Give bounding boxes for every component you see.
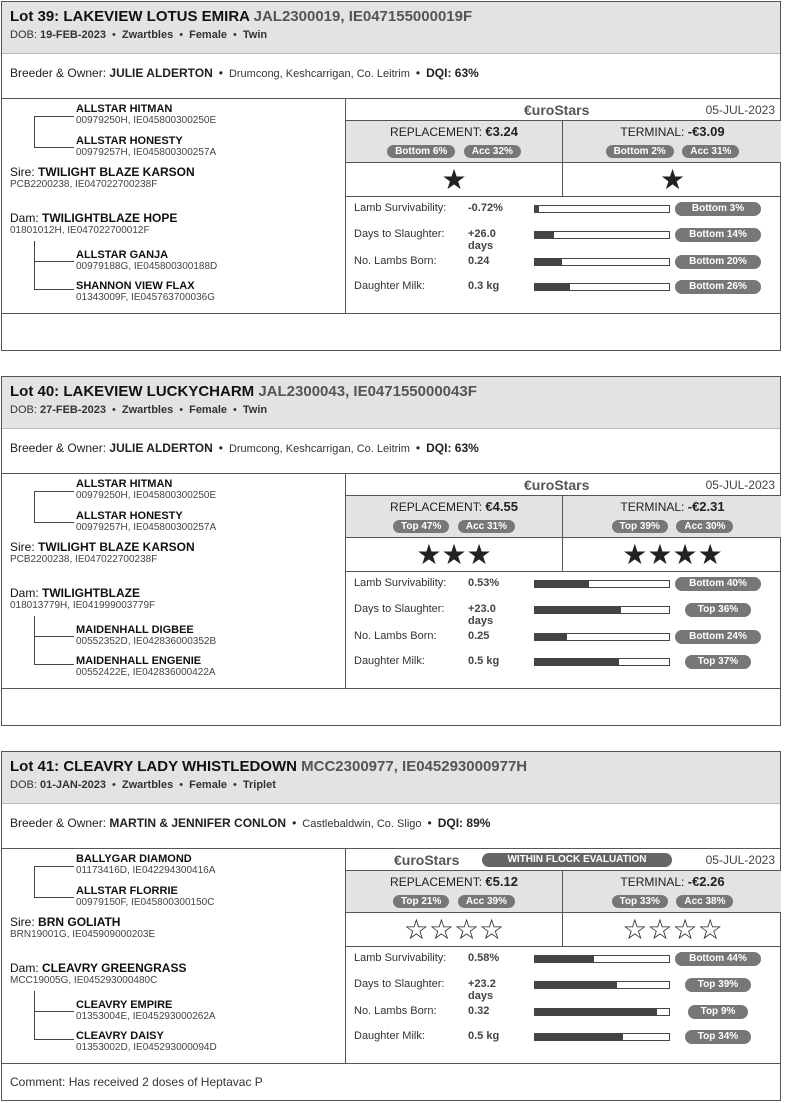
dam-sire: MAIDENHALL DIGBEE 00552352D, IE042836000352B bbox=[76, 624, 217, 647]
dob-value: 01-JAN-2023 bbox=[39, 779, 107, 791]
lot-card-1 bbox=[1, 376, 781, 726]
replacement-index: REPLACEMENT: €5.12 Top 21% Acc 39% bbox=[346, 871, 563, 913]
trait-label: Days to Slaughter: bbox=[354, 228, 445, 240]
terminal-index: TERMINAL: -€3.09 Bottom 2% Acc 31% bbox=[564, 121, 781, 163]
trait-bar bbox=[534, 258, 670, 266]
trait-rank-pill: Bottom 3% bbox=[675, 202, 761, 216]
trait-bar-fill bbox=[535, 206, 539, 212]
trait-rank-pill: Bottom 14% bbox=[675, 228, 761, 242]
pedigree bbox=[2, 99, 346, 313]
terminal-value: -€2.26 bbox=[687, 874, 725, 889]
eurostars-panel bbox=[346, 849, 781, 1063]
dam-sire: CLEAVRY EMPIRE 01353004E, IE045293000262A bbox=[76, 999, 216, 1022]
trait-row bbox=[346, 277, 781, 297]
replacement-value: €3.24 bbox=[485, 124, 518, 139]
eurostars-logo: €uroStars bbox=[394, 852, 460, 868]
dqi-label: DQI: bbox=[426, 441, 452, 455]
trait-rank-pill: Bottom 24% bbox=[675, 630, 761, 644]
trait-value: 0.32 bbox=[468, 1005, 490, 1017]
lot-card-2 bbox=[1, 751, 781, 1101]
eurostars-header bbox=[346, 474, 781, 496]
lot-number: Lot 40: bbox=[10, 383, 60, 400]
replacement-accuracy-pill: Acc 31% bbox=[458, 520, 515, 533]
trait-row bbox=[346, 1002, 781, 1022]
trait-rank-pill: Bottom 40% bbox=[675, 577, 761, 591]
trait-bar-fill bbox=[535, 607, 621, 613]
breed-value: Zwartbles bbox=[121, 29, 174, 41]
trait-value: 0.25 bbox=[468, 630, 490, 642]
birth-type-value: Twin bbox=[242, 29, 268, 41]
lot-title bbox=[10, 8, 772, 25]
trait-bar-fill bbox=[535, 659, 619, 665]
index-row bbox=[346, 871, 781, 913]
trait-row bbox=[346, 574, 781, 594]
dob-label: DOB: bbox=[10, 29, 37, 41]
trait-rank-pill: Top 36% bbox=[685, 603, 751, 617]
trait-bar-fill bbox=[535, 634, 567, 640]
trait-value: -0.72% bbox=[468, 202, 503, 214]
within-flock-badge: WITHIN FLOCK EVALUATION bbox=[482, 853, 672, 867]
replacement-rank-pill: Top 47% bbox=[393, 520, 449, 533]
comment-row bbox=[2, 1064, 780, 1100]
terminal-index: TERMINAL: -€2.26 Top 33% Acc 38% bbox=[564, 871, 781, 913]
trait-row bbox=[346, 199, 781, 219]
trait-value: 0.24 bbox=[468, 255, 490, 267]
replacement-star-icon: ★ bbox=[346, 163, 563, 196]
birth-type-value: Twin bbox=[242, 404, 268, 416]
breeder-label: Breeder & Owner: bbox=[10, 66, 107, 80]
trait-label: Days to Slaughter: bbox=[354, 978, 445, 990]
terminal-rank-pill: Top 33% bbox=[612, 895, 668, 908]
trait-label: Days to Slaughter: bbox=[354, 603, 445, 615]
trait-bar bbox=[534, 580, 670, 588]
evaluation-date: 05-JUL-2023 bbox=[705, 103, 775, 117]
breeder-address: Drumcong, Keshcarrigan, Co. Leitrim bbox=[228, 443, 410, 455]
lot-animal-name: LAKEVIEW LUCKYCHARM bbox=[63, 383, 255, 400]
trait-bar bbox=[534, 606, 670, 614]
dob-label: DOB: bbox=[10, 779, 37, 791]
lot-header bbox=[2, 752, 780, 804]
dqi-value: 63% bbox=[454, 66, 479, 80]
comment-label: Comment: bbox=[10, 1075, 66, 1089]
replacement-index: REPLACEMENT: €3.24 Bottom 6% Acc 32% bbox=[346, 121, 563, 163]
lot-body bbox=[2, 474, 780, 689]
trait-label: Lamb Survivability: bbox=[354, 202, 447, 214]
sire-dam: ALLSTAR HONESTY 00979257H, IE045800300257A bbox=[76, 510, 217, 533]
lot-animal-name: CLEAVRY LADY WHISTLEDOWN bbox=[63, 758, 297, 775]
trait-bar bbox=[534, 1008, 670, 1016]
sire-dam: ALLSTAR HONESTY 00979257H, IE045800300257A bbox=[76, 135, 217, 158]
index-row bbox=[346, 496, 781, 538]
trait-row bbox=[346, 652, 781, 672]
star-rating-row bbox=[346, 538, 781, 572]
lot-title bbox=[10, 758, 772, 775]
lot-number: Lot 39: bbox=[10, 8, 60, 25]
lot-card-0 bbox=[1, 1, 781, 351]
replacement-value: €4.55 bbox=[485, 499, 518, 514]
lot-header bbox=[2, 377, 780, 429]
lot-body bbox=[2, 849, 780, 1064]
dam: Dam: TWILIGHTBLAZE HOPE 01801012H, IE047022700012F bbox=[10, 211, 178, 236]
lot-animal-ids: MCC2300977, IE045293000977H bbox=[301, 758, 528, 775]
trait-row bbox=[346, 252, 781, 272]
trait-bar-fill bbox=[535, 259, 562, 265]
evaluation-date: 05-JUL-2023 bbox=[705, 478, 775, 492]
comment-row bbox=[2, 689, 780, 725]
terminal-star-icon: ★ bbox=[659, 164, 686, 195]
dqi-label: DQI: bbox=[426, 66, 452, 80]
terminal-value: -€2.31 bbox=[687, 499, 725, 514]
sex-value: Female bbox=[189, 404, 228, 416]
dam-dam: CLEAVRY DAISY 01353002D, IE045293000094D bbox=[76, 1030, 217, 1053]
trait-label: Lamb Survivability: bbox=[354, 952, 447, 964]
breeder-address: Drumcong, Keshcarrigan, Co. Leitrim bbox=[228, 68, 410, 80]
trait-row bbox=[346, 1027, 781, 1047]
trait-rank-pill: Top 37% bbox=[685, 655, 751, 669]
trait-label: Daughter Milk: bbox=[354, 655, 425, 667]
eurostars-panel bbox=[346, 99, 781, 313]
trait-value: 0.5 kg bbox=[468, 1030, 500, 1042]
index-row bbox=[346, 121, 781, 163]
star-rating-row bbox=[346, 163, 781, 197]
lot-animal-name: LAKEVIEW LOTUS EMIRA bbox=[63, 8, 250, 25]
lot-header bbox=[2, 2, 780, 54]
trait-bar bbox=[534, 283, 670, 291]
breeder-name: MARTIN & JENNIFER CONLON bbox=[109, 816, 287, 830]
trait-row bbox=[346, 600, 781, 627]
breeder-row: Breeder & Owner: JULIE ALDERTON • Drumcong, Keshcarrigan, Co. Leitrim • DQI: 63% bbox=[2, 54, 780, 99]
trait-row bbox=[346, 627, 781, 647]
trait-bar bbox=[534, 981, 670, 989]
trait-bar-fill bbox=[535, 1009, 657, 1015]
trait-bar bbox=[534, 231, 670, 239]
breed-value: Zwartbles bbox=[121, 404, 174, 416]
evaluation-date: 05-JUL-2023 bbox=[705, 853, 775, 867]
breeder-row: Breeder & Owner: MARTIN & JENNIFER CONLON • Castlebaldwin, Co. Sligo • DQI: 89% bbox=[2, 804, 780, 849]
trait-value: 0.58% bbox=[468, 952, 500, 964]
dam-dam: MAIDENHALL ENGENIE 00552422E, IE042836000422A bbox=[76, 655, 216, 678]
eurostars-logo: €uroStars bbox=[524, 102, 590, 118]
trait-rank-pill: Top 9% bbox=[688, 1005, 748, 1019]
dqi-value: 63% bbox=[454, 441, 479, 455]
sex-value: Female bbox=[189, 779, 228, 791]
trait-bar-fill bbox=[535, 232, 554, 238]
trait-bar-fill bbox=[535, 982, 617, 988]
sire-sire: BALLYGAR DIAMOND 01173416D, IE042294300416A bbox=[76, 853, 216, 876]
sire: Sire: BRN GOLIATH BRN19001G, IE045909000203E bbox=[10, 915, 156, 940]
trait-label: Lamb Survivability: bbox=[354, 577, 447, 589]
dob-value: 19-FEB-2023 bbox=[39, 29, 107, 41]
trait-rank-pill: Top 39% bbox=[685, 978, 751, 992]
terminal-star-icon: ☆☆☆☆ bbox=[622, 914, 723, 945]
trait-label: No. Lambs Born: bbox=[354, 1005, 437, 1017]
dam-dam: SHANNON VIEW FLAX 01343009F, IE045763700036G bbox=[76, 280, 216, 303]
trait-rank-pill: Bottom 20% bbox=[675, 255, 761, 269]
sex-value: Female bbox=[189, 29, 228, 41]
trait-rank-pill: Bottom 26% bbox=[675, 280, 761, 294]
pedigree bbox=[2, 849, 346, 1063]
lot-title bbox=[10, 383, 772, 400]
trait-value: 0.53% bbox=[468, 577, 500, 589]
breeder-label: Breeder & Owner: bbox=[10, 816, 107, 830]
trait-rank-pill: Bottom 44% bbox=[675, 952, 761, 966]
terminal-accuracy-pill: Acc 31% bbox=[682, 145, 739, 158]
trait-bar bbox=[534, 633, 670, 641]
dam-sire: ALLSTAR GANJA 00979188G, IE045800300188D bbox=[76, 249, 218, 272]
replacement-star-icon: ★★★ bbox=[346, 538, 563, 571]
breed-value: Zwartbles bbox=[121, 779, 174, 791]
eurostars-header bbox=[346, 99, 781, 121]
comment-text: Has received 2 doses of Heptavac P bbox=[68, 1075, 263, 1089]
trait-label: No. Lambs Born: bbox=[354, 255, 437, 267]
sire: Sire: TWILIGHT BLAZE KARSON PCB2200238, IE047022700238F bbox=[10, 540, 195, 565]
breeder-name: JULIE ALDERTON bbox=[109, 66, 213, 80]
trait-row bbox=[346, 975, 781, 1002]
dqi-label: DQI: bbox=[437, 816, 464, 830]
replacement-accuracy-pill: Acc 39% bbox=[458, 895, 515, 908]
sire-dam: ALLSTAR FLORRIE 00979150F, IE045800300150C bbox=[76, 885, 215, 908]
terminal-rank-pill: Bottom 2% bbox=[606, 145, 674, 158]
terminal-accuracy-pill: Acc 30% bbox=[676, 520, 733, 533]
trait-label: Daughter Milk: bbox=[354, 280, 425, 292]
trait-label: Daughter Milk: bbox=[354, 1030, 425, 1042]
terminal-index: TERMINAL: -€2.31 Top 39% Acc 30% bbox=[564, 496, 781, 538]
breeder-row: Breeder & Owner: JULIE ALDERTON • Drumcong, Keshcarrigan, Co. Leitrim • DQI: 63% bbox=[2, 429, 780, 474]
trait-bar-fill bbox=[535, 1034, 623, 1040]
replacement-index: REPLACEMENT: €4.55 Top 47% Acc 31% bbox=[346, 496, 563, 538]
dam: Dam: CLEAVRY GREENGRASS MCC19005G, IE045293000480C bbox=[10, 961, 187, 986]
sire: Sire: TWILIGHT BLAZE KARSON PCB2200238, IE047022700238F bbox=[10, 165, 195, 190]
terminal-accuracy-pill: Acc 38% bbox=[676, 895, 733, 908]
trait-bar bbox=[534, 205, 670, 213]
trait-bar-fill bbox=[535, 581, 589, 587]
lot-details: DOB: 01-JAN-2023 • Zwartbles • Female • Triplet bbox=[10, 779, 276, 791]
lot-body bbox=[2, 99, 780, 314]
lot-animal-ids: JAL2300043, IE047155000043F bbox=[258, 383, 477, 400]
breeder-name: JULIE ALDERTON bbox=[109, 441, 213, 455]
terminal-rank-pill: Top 39% bbox=[612, 520, 668, 533]
trait-rank-pill: Top 34% bbox=[685, 1030, 751, 1044]
breeder-label: Breeder & Owner: bbox=[10, 441, 107, 455]
trait-value: +23.2 days bbox=[468, 978, 496, 1002]
birth-type-value: Triplet bbox=[242, 779, 276, 791]
trait-value: 0.3 kg bbox=[468, 280, 500, 292]
lot-details: DOB: 27-FEB-2023 • Zwartbles • Female • Twin bbox=[10, 404, 268, 416]
dam: Dam: TWILIGHTBLAZE 018013779H, IE041999003779F bbox=[10, 586, 156, 611]
comment-row bbox=[2, 314, 780, 350]
lot-animal-ids: JAL2300019, IE047155000019F bbox=[253, 8, 473, 25]
replacement-rank-pill: Top 21% bbox=[393, 895, 449, 908]
replacement-value: €5.12 bbox=[485, 874, 518, 889]
eurostars-header bbox=[346, 849, 781, 871]
trait-row bbox=[346, 949, 781, 969]
trait-unit: days bbox=[468, 615, 494, 627]
sire-sire: ALLSTAR HITMAN 00979250H, IE045800300250E bbox=[76, 478, 217, 501]
trait-value: +23.0 days bbox=[468, 603, 496, 627]
replacement-rank-pill: Bottom 6% bbox=[387, 145, 455, 158]
pedigree bbox=[2, 474, 346, 688]
trait-bar-fill bbox=[535, 956, 594, 962]
trait-label: No. Lambs Born: bbox=[354, 630, 437, 642]
dob-label: DOB: bbox=[10, 404, 37, 416]
eurostars-panel bbox=[346, 474, 781, 688]
breeder-address: Castlebaldwin, Co. Sligo bbox=[302, 818, 422, 830]
trait-bar-fill bbox=[535, 284, 570, 290]
trait-bar bbox=[534, 658, 670, 666]
trait-value: 0.5 kg bbox=[468, 655, 500, 667]
trait-value: +26.0 days bbox=[468, 228, 496, 252]
lot-number: Lot 41: bbox=[10, 758, 60, 775]
trait-row bbox=[346, 225, 781, 252]
trait-unit: days bbox=[468, 240, 494, 252]
lot-details: DOB: 19-FEB-2023 • Zwartbles • Female • Twin bbox=[10, 29, 268, 41]
replacement-star-icon: ☆☆☆☆ bbox=[346, 913, 563, 946]
star-rating-row bbox=[346, 913, 781, 947]
trait-bar bbox=[534, 955, 670, 963]
trait-unit: days bbox=[468, 990, 494, 1002]
dob-value: 27-FEB-2023 bbox=[39, 404, 107, 416]
terminal-star-icon: ★★★★ bbox=[622, 539, 723, 570]
dqi-value: 89% bbox=[466, 816, 491, 830]
sire-sire: ALLSTAR HITMAN 00979250H, IE045800300250E bbox=[76, 103, 217, 126]
replacement-accuracy-pill: Acc 32% bbox=[464, 145, 521, 158]
trait-bar bbox=[534, 1033, 670, 1041]
eurostars-logo: €uroStars bbox=[524, 477, 590, 493]
terminal-value: -€3.09 bbox=[687, 124, 725, 139]
